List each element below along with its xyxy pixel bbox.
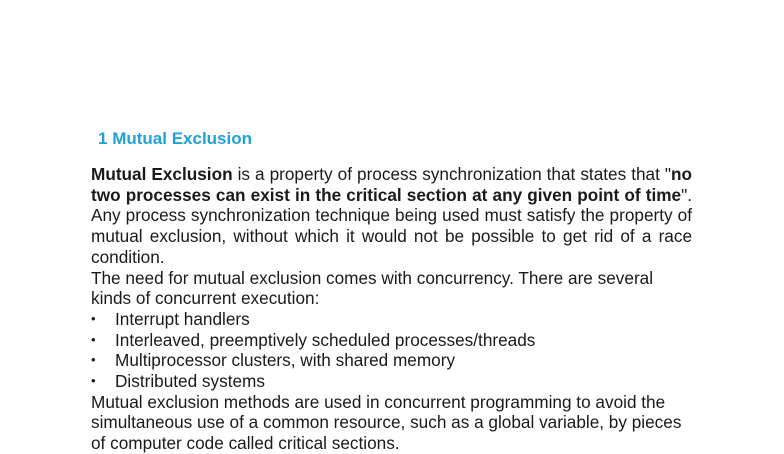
bullet-icon: • (91, 373, 96, 389)
list-item (91, 330, 692, 351)
list-item-text: Distributed systems (115, 371, 265, 392)
execution-kinds-list (91, 309, 692, 392)
section-number: 1 (98, 129, 108, 148)
section-title: Mutual Exclusion (112, 129, 252, 148)
list-item (91, 309, 692, 330)
list-item-text: Interleaved, preemptively scheduled processes/threads (115, 329, 536, 350)
definition-paragraph (91, 164, 692, 268)
bullet-icon: • (91, 310, 96, 326)
definition-bold-quote: no two processes can exist in the critical section at any given point of time (91, 164, 692, 205)
list-item-text: Interrupt handlers (115, 308, 250, 329)
concurrency-paragraph: The need for mutual exclusion comes with concurrency. There are several kinds of concurrent execution: (91, 267, 654, 309)
section-body (91, 164, 692, 454)
list-item (91, 371, 692, 392)
bullet-icon: • (91, 331, 96, 347)
section-heading (98, 129, 252, 149)
definition-text-2: ". Any process synchronization technique being used must satisfy the property of mutual exclusion, without which it would not be possible to get rid of a race condition. (91, 184, 692, 267)
bullet-icon: • (91, 352, 96, 368)
term-mutual-exclusion: Mutual Exclusion (91, 164, 233, 184)
definition-text-1: is a property of process synchronization that states that " (232, 164, 671, 184)
list-item (91, 350, 692, 371)
list-item-text: Multiprocessor clusters, with shared memory (115, 350, 456, 371)
methods-paragraph: Mutual exclusion methods are used in concurrent programming to avoid the simultaneous use of a common resource, such as a global variable, by pieces of computer code called critical sections. (91, 391, 682, 454)
